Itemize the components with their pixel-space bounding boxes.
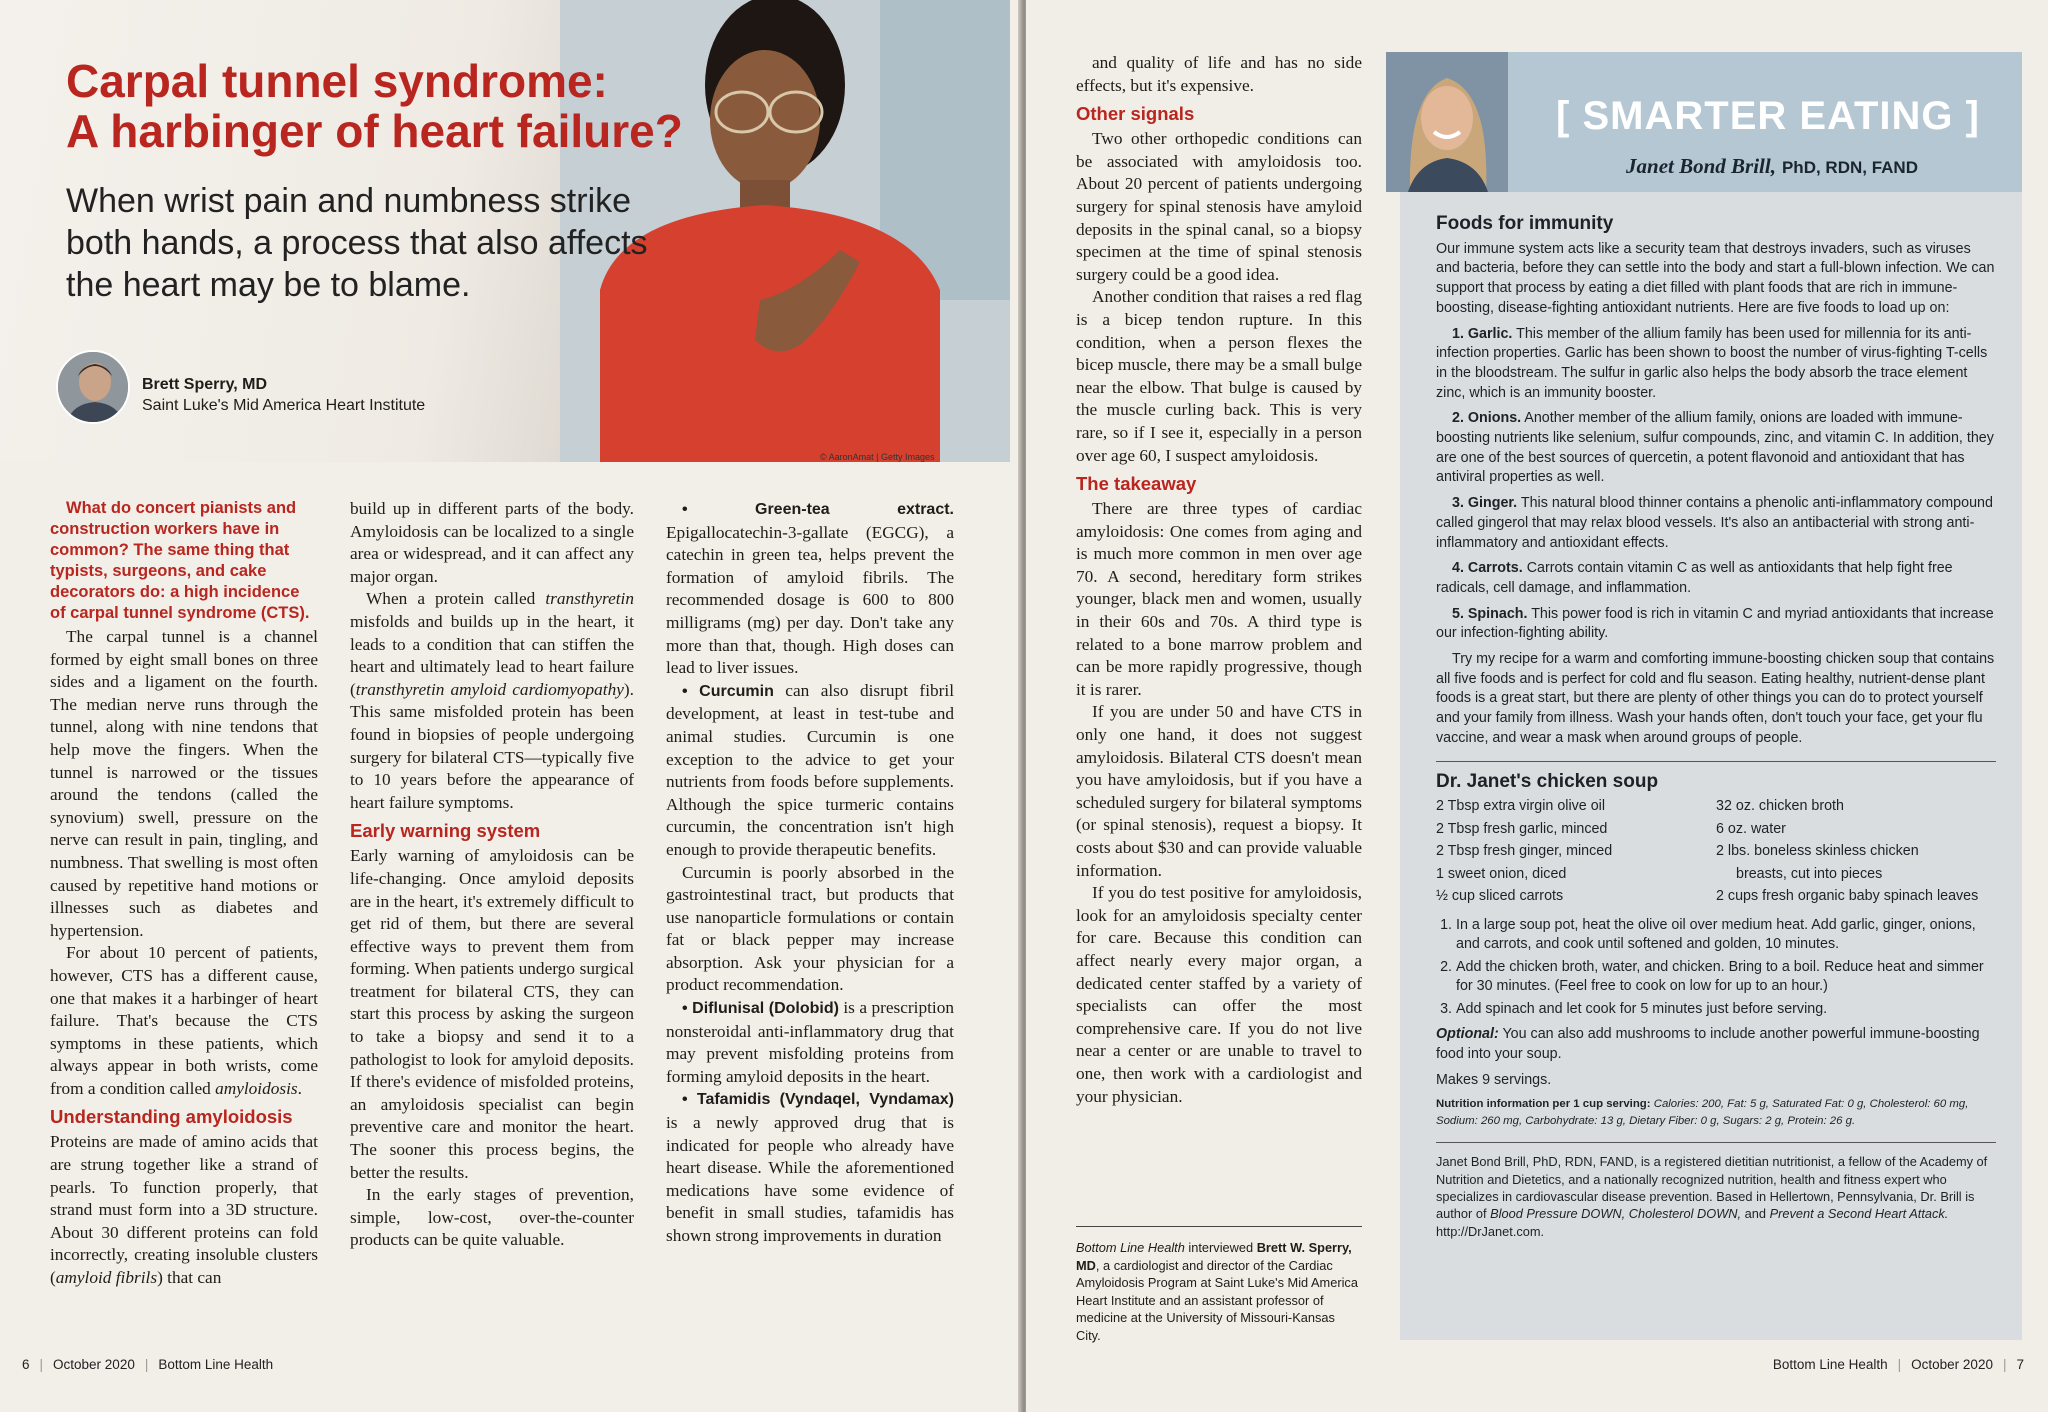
ingredient: 2 Tbsp extra virgin olive oil: [1436, 798, 1605, 815]
recipe-box: [1436, 761, 1996, 1131]
food-item: 4. Carrots. Carrots contain vitamin C as well as antioxidants that help fight free radicals, cell damage, and inflammation.: [1436, 560, 1953, 596]
subhead-understanding: Understanding amyloidosis: [50, 1106, 293, 1128]
paragraph: If you are under 50 and have CTS in only one hand, it does not suggest amyloidosis. Bilateral CTS doesn't mean you have amyloidosis, but if you have a scheduled surgery for bilateral symptoms (or spinal stenosis), request a biopsy. It costs about $30 and can provide valuable information.: [1076, 702, 1362, 880]
article-column-1: [50, 498, 318, 1290]
right-page: [1026, 0, 2048, 1412]
recipe-optional: Optional: You can also add mushrooms to include another powerful immune-boosting food into your soup.: [1436, 1026, 1980, 1062]
paragraph: build up in different parts of the body. Amyloidosis can be localized to a single area or widespread, and it can affect any major organ.: [350, 499, 634, 586]
author-signature: Janet Bond Brill,: [1626, 154, 1776, 178]
sidebar-foods-for-immunity: [1400, 192, 2022, 1340]
interview-note: Bottom Line Health interviewed Brett W. Sperry, MD, a cardiologist and director of the Cardiac Amyloidosis Program at Saint Luke's Mid America Heart Institute and an assistant professor of medicine at the University of Missouri-Kansas City.: [1076, 1226, 1362, 1344]
column-author: Janet Bond Brill, PhD, RDN, FAND: [1626, 154, 1918, 178]
recipe-steps: [1456, 916, 1996, 1020]
column-title: [ SMARTER EATING ]: [1556, 94, 1980, 138]
left-page: [0, 0, 1022, 1412]
subhead-early-warning: Early warning system: [350, 820, 541, 842]
ingredient: 1 sweet onion, diced: [1436, 865, 1567, 882]
columnist-photo: [1386, 52, 1508, 192]
bullet-tafamidis: • Tafamidis (Vyndaqel, Vyndamax) is a newly approved drug that is indicated for people who already have heart disease. While the aforementioned medications have some evidence of benefit in small studies, tafamidis has shown strong improvements in duration: [666, 1091, 954, 1245]
article-deck: When wrist pain and numbness strike both hands, a process that also affects the heart may be to blame.: [66, 182, 648, 304]
paragraph: Two other orthopedic conditions can be associated with amyloidosis too. About 20 percent of patients undergoing surgery for spinal stenosis have amyloid deposits in the spinal canal, so a biopsy specimen at the time of spinal stenosis surgery could be a good idea.: [1076, 129, 1362, 284]
nutrition-info: Nutrition information per 1 cup serving: Calories: 200, Fat: 5 g, Saturated Fat: 0 g, Cholesterol: 60 mg, Sodium: 260 mg, Carbohydrate: 13 g, Dietary Fiber: 0 g, Sugars: 2 g, Protein: 26 g.: [1436, 1098, 1969, 1128]
author-name: Brett Sperry, MD: [142, 376, 268, 393]
ingredient: 2 cups fresh organic baby spinach leaves: [1716, 888, 1979, 905]
folio-left: 6 | October 2020 | Bottom Line Health: [22, 1357, 274, 1372]
paragraph: Proteins are made of amino acids that are strung together like a strand of pearls. To function properly, that strand must form into a 3D structure. About 30 different proteins can fold incorrectly, creating insoluble clusters (amyloid fibrils) that can: [50, 1132, 318, 1288]
headline: [66, 56, 706, 156]
sidebar-closing: Try my recipe for a warm and comforting immune-boosting chicken soup that contains all five foods and is perfect for cold and flu season. Eating healthy, nutrient-dense plant foods is a great start, but there are plenty of other things you can do to protect yourself and your family from illness. Wash your hands often, don't touch your face, get your flu vaccine, and wear a mask when around groups of people.: [1436, 651, 1995, 746]
ingredient: 32 oz. chicken broth: [1716, 798, 1844, 815]
paragraph: Early warning of amyloidosis can be life-changing. Once amyloid deposits are in the heart, it's extremely difficult to get rid of them, but there are several effective ways to prevent them from forming. When patients undergo surgical treatment for bilateral CTS, they can start this process by asking the surgeon to take a biopsy and send it to a pathologist to look for amyloid deposits. If there's evidence of misfolded proteins, an amyloidosis specialist can begin preventive care and monitor the heart. The sooner this process begins, the better the results.: [350, 846, 634, 1182]
paragraph: The carpal tunnel is a channel formed by eight small bones on three sides and a ligament on the fourth. The median nerve runs through the tunnel, along with nine tendons that help move the fingers. When the tunnel is narrowed or the tissues around the tendons (called the synovium) swell, pressure on the nerve can result in pain, tingling, and numbness. That swelling is most often caused by repetitive hand motions or illnesses such as diabetes and hypertension.: [50, 627, 318, 940]
article-lead: What do concert pianists and construction workers have in common? The same thing that typists, surgeons, and cake decorators do: a high incidence of carpal tunnel syndrome (CTS).: [50, 499, 310, 622]
paragraph: If you do test positive for amyloidosis, look for an amyloidosis specialty center for care. Because this condition can affect nearly every major organ, a dedicated center staffed by a variety of specialists can offer the most comprehensive care. If you do not live near a center or are unable to travel to one, then work with a cardiologist and your physician.: [1076, 883, 1362, 1106]
article-column-4: [1076, 52, 1362, 1108]
paragraph: When a protein called transthyretin misfolds and builds up in the heart, it leads to a condition that can stiffen the heart and ultimately lead to heart failure (transthyretin amyloid cardiomyopathy). This same misfolded protein has been found in biopsies of people undergoing surgery for bilateral CTS—typically five to 10 years before the appearance of heart failure symptoms.: [350, 589, 634, 812]
bullet-curcumin: • Curcumin can also disrupt fibril development, at least in test-tube and animal studies. Curcumin is one exception to the advice to get your nutrients from foods before supplements. Although the spice turmeric contains curcumin, the concentration isn't high enough to provide therapeutic benefits.: [666, 680, 954, 859]
ingredients-right: [1716, 795, 1996, 908]
subhead-takeaway: The takeaway: [1076, 473, 1197, 495]
food-item: 1. Garlic. This member of the allium family has been used for millennia for its anti-infection properties. Garlic has been shown to boost the number of virus-fighting T-cells in the bloodstream. The sulfur in garlic also helps the body absorb the trace element zinc, which is an immunity booster.: [1436, 325, 1988, 401]
author-avatar: [56, 350, 130, 424]
recipe-step: 2. Add the chicken broth, water, and chicken. Bring to a boil. Reduce heat and simmer for 30 minutes. (Feel free to cook on low for up to an hour.): [1456, 958, 1996, 997]
headline-line-1: Carpal tunnel syndrome:: [66, 55, 608, 107]
folio-right: Bottom Line Health | October 2020 | 7: [1772, 1357, 2024, 1372]
paragraph: There are three types of cardiac amyloidosis: One comes from aging and is much more common in men over age 70. A second, hereditary form strikes younger, black men and women, usually in their 60s and 70s. A third type is related to a bone marrow problem and can be more rapidly progressive, though it is rarer.: [1076, 499, 1362, 699]
paragraph: Another condition that raises a red flag is a bicep tendon rupture. In this condition, when a person flexes the bicep muscle, there may be a small bulge near the elbow. That bulge is caused by the muscle curling back. This is very rare, so if I see it, especially in a person over age 60, I suspect amyloidosis.: [1076, 287, 1362, 465]
paragraph: In the early stages of prevention, simple, low-cost, over-the-counter products can be quite valuable.: [350, 1185, 634, 1250]
paragraph: Curcumin is poorly absorbed in the gastrointestinal tract, but products that use nanoparticle formulations or contain fat or black pepper may increase absorption. Ask your physician for a product recommendation.: [666, 862, 954, 995]
ingredient-list: [1436, 795, 1996, 908]
sidebar-title: Foods for immunity: [1436, 213, 1614, 234]
smarter-eating-banner: [1386, 52, 2022, 192]
subhead-other-signals: Other signals: [1076, 103, 1195, 125]
hero-banner: [0, 0, 1010, 462]
recipe-step: 3. Add spinach and let cook for 5 minutes just before serving.: [1456, 1000, 1996, 1020]
ingredient: 2 Tbsp fresh garlic, minced: [1436, 820, 1608, 837]
article-column-3: [666, 498, 954, 1248]
sidebar-intro: Our immune system acts like a security team that destroys invaders, such as viruses and bacteria, before they can settle into the body and start a full-blown infection. We can support that process by eating a diet filled with plant foods that are rich in immune-boosting, disease-fighting antioxidant nutrients. Here are five foods to load up on:: [1436, 240, 1995, 316]
author-affiliation: Saint Luke's Mid America Heart Institute: [142, 397, 426, 414]
author-portrait-icon: [58, 352, 130, 424]
author-byline: [142, 374, 425, 416]
ingredient: 2 lbs. boneless skinless chicken breasts, cut into pieces: [1716, 843, 1919, 882]
bullet-diflunisal: • Diflunisal (Dolobid) is a prescription nonsteroidal anti-inflammatory drug that may prevent misfolding proteins from forming amyloid deposits in the heart.: [666, 998, 954, 1086]
recipe-step: 1. In a large soup pot, heat the olive oil over medium heat. Add garlic, ginger, onions, and carrots, and cook until softened and golden, 10 minutes.: [1456, 916, 1996, 955]
food-item: 5. Spinach. This power food is rich in vitamin C and myriad antioxidants that increase our infection-fighting ability.: [1436, 605, 1994, 642]
ingredient: ½ cup sliced carrots: [1436, 888, 1564, 905]
bullet-green-tea: • Green-tea extract. Epigallocatechin-3-gallate (EGCG), a catechin in green tea, helps prevent the formation of amyloid fibrils. The recommended dosage is 600 to 800 milligrams (mg) per day. Don't take any more than that, though. High doses can lead to liver issues.: [666, 501, 954, 678]
food-item: 3. Ginger. This natural blood thinner contains a phenolic anti-inflammatory compound called gingerol that may relax blood vessels. It's also an antibacterial with strong anti-inflammatory and antioxidant effects.: [1436, 495, 1993, 551]
paragraph: and quality of life and has no side effects, but it's expensive.: [1076, 53, 1362, 95]
article-column-2: [350, 498, 634, 1252]
recipe-title: Dr. Janet's chicken soup: [1436, 770, 1659, 792]
headline-line-2: A harbinger of heart failure?: [66, 105, 683, 157]
food-item: 2. Onions. Another member of the allium family, onions are loaded with immune-boosting nutrients like selenium, sulfur compounds, zinc, and vitamin C. In addition, they are one of the best sources of quercetin, a potent flavonoid and antioxidant that has antiviral properties as well.: [1436, 410, 1994, 486]
paragraph: For about 10 percent of patients, however, CTS has a different cause, one that makes it a harbinger of heart failure. That's because the CTS symptoms in these patients, which always appear in both wrists, come from a condition called amyloidosis.: [50, 943, 318, 1098]
author-bio: Janet Bond Brill, PhD, RDN, FAND, is a registered dietitian nutritionist, a fellow of the Academy of Nutrition and Dietetics, and a nationally recognized nutrition, health and fitness expert who specializes in cardiovascular disease prevention. Based in Hellertown, Pennsylvania, Dr. Brill is author of Blood Pressure DOWN, Cholesterol DOWN, and Prevent a Second Heart Attack. http://DrJanet.com.: [1436, 1142, 1996, 1239]
photo-credit: © AaronAmat | Getty Images: [820, 452, 935, 462]
ingredient: 6 oz. water: [1716, 820, 1786, 837]
ingredients-left: [1436, 795, 1716, 908]
ingredient: 2 Tbsp fresh ginger, minced: [1436, 843, 1613, 860]
recipe-servings: Makes 9 servings.: [1436, 1071, 1552, 1088]
